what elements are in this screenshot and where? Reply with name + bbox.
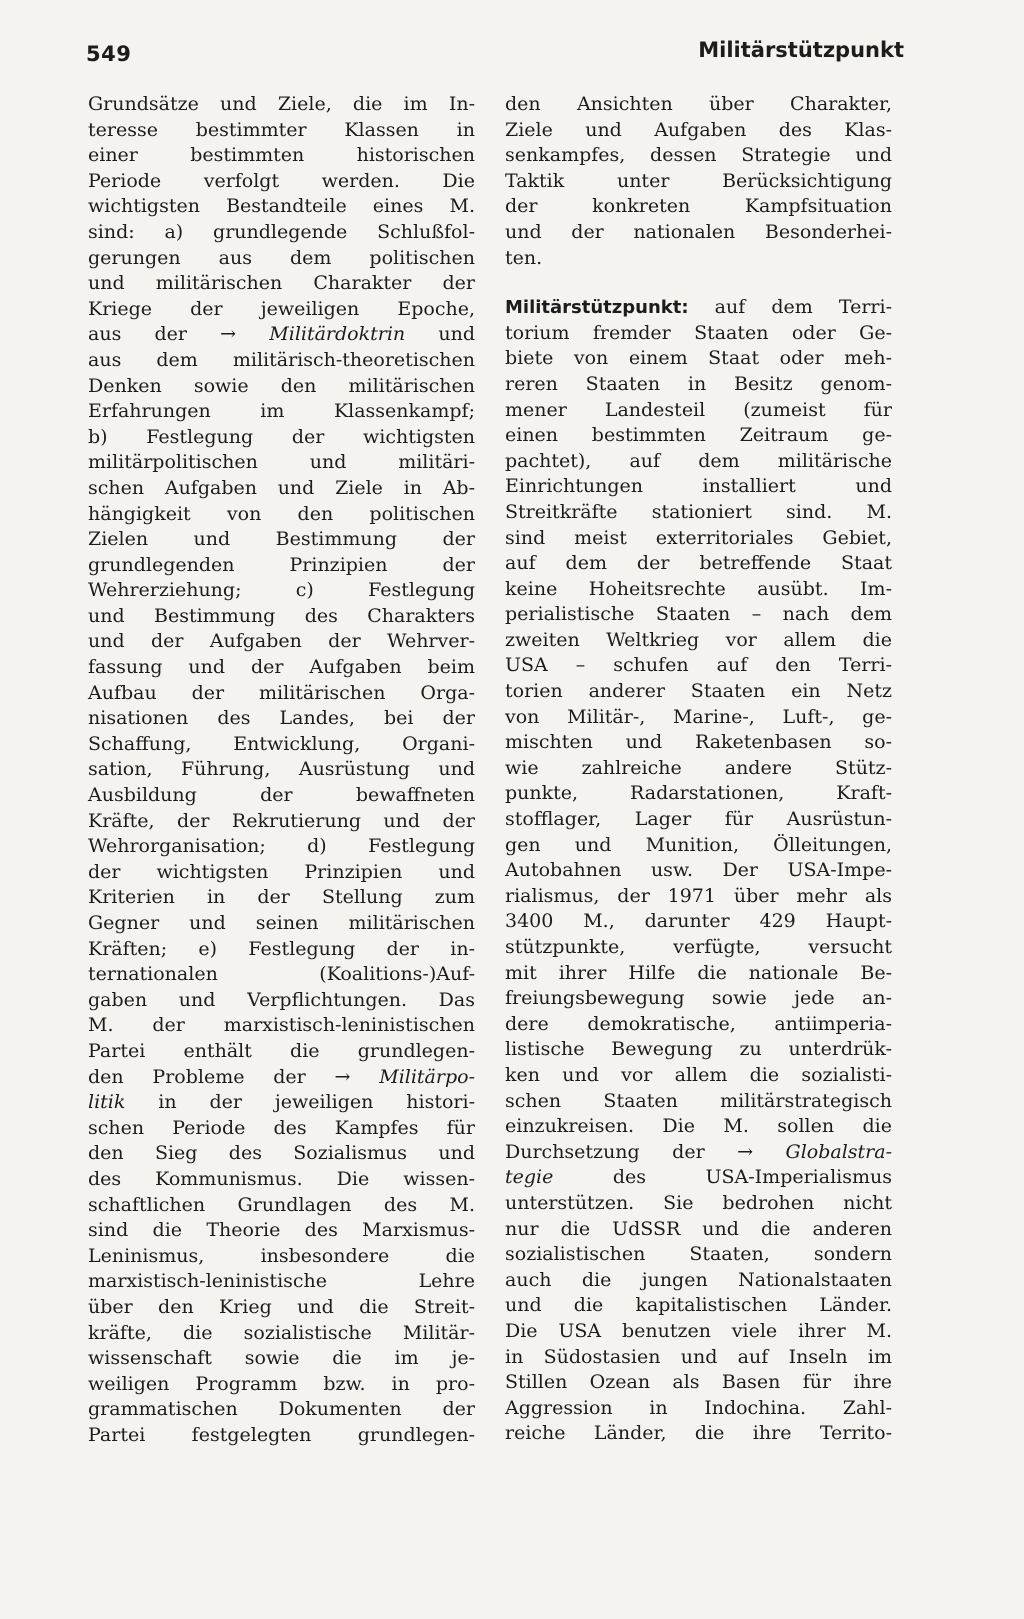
text-line: schen Aufgaben und Ziele in Ab- [88, 476, 475, 499]
text-line: torium fremder Staaten oder Ge- [505, 321, 892, 344]
text-line: der wichtigsten Prinzipien und [88, 860, 475, 883]
text-line: des Kommunismus. Die wissen- [88, 1167, 475, 1190]
text-line: den Sieg des Sozialismus und [88, 1142, 475, 1165]
text-line: einer bestimmten historischen [88, 144, 475, 167]
text-line: tegie des USA-Imperialismus [505, 1166, 892, 1189]
text-line: ten. [505, 246, 543, 269]
text-line: biete von einem Staat oder meh- [505, 347, 892, 370]
text-line: Kräfte, der Rekrutierung und der [88, 809, 475, 832]
text-line: keine Hoheitsrechte ausübt. Im- [505, 577, 892, 600]
text-line: Kriege der jeweiligen Epoche, [88, 297, 475, 320]
text-line: wie zahlreiche andere Stütz- [505, 756, 892, 779]
text-line: den Probleme der → Militärpo- [88, 1065, 475, 1088]
text-line: schen Periode des Kampfes für [88, 1116, 475, 1139]
cross-reference: tegie [505, 1166, 554, 1189]
text-line: über den Krieg und die Streit- [88, 1295, 475, 1318]
text-line: zweiten Weltkrieg vor allem die [505, 628, 892, 651]
text-line: sozialistischen Staaten, sondern [505, 1243, 892, 1266]
text-line: Kräften; e) Festlegung der in- [88, 937, 475, 960]
paragraph-gap [505, 271, 892, 295]
text-line: auf dem der betreffende Staat [505, 552, 892, 575]
entry-lemma: Militärstützpunkt: [505, 297, 689, 319]
text-line: mischten und Raketenbasen so- [505, 731, 892, 754]
text-line: ken und vor allem die sozialisti- [505, 1063, 892, 1086]
left-column [88, 92, 475, 1448]
text-line: teresse bestimmter Klassen in [88, 118, 475, 141]
text-line: einzukreisen. Die M. sollen die [505, 1115, 892, 1138]
text-line: Partei enthält die grundlegen- [88, 1039, 475, 1062]
text-line: nisationen des Landes, bei der [88, 707, 475, 730]
text-line: dere demokratische, antiimperia- [505, 1012, 892, 1035]
text-line: ternationalen (Koalitions-)Auf- [88, 963, 475, 986]
text-line: rialismus, der 1971 über mehr als [505, 884, 892, 907]
text-line: b) Festlegung der wichtigsten [88, 425, 475, 448]
text-line: Ausbildung der bewaffneten [88, 784, 475, 807]
text-line: punkte, Radarstationen, Kraft- [505, 782, 892, 805]
text-line: Stillen Ozean als Basen für ihre [505, 1371, 892, 1394]
text-line: aus dem militärisch-theoretischen [88, 348, 475, 371]
text-line: in Südostasien und auf Inseln im [505, 1345, 892, 1368]
text-line: sind meist exterritoriales Gebiet, [505, 526, 892, 549]
text-line: einen bestimmten Zeitraum ge- [505, 424, 892, 447]
text-line: gen und Munition, Ölleitungen, [505, 833, 892, 856]
text-line: Autobahnen usw. Der USA-Impe- [505, 859, 892, 882]
text-line: Aufbau der militärischen Orga- [88, 681, 475, 704]
text-line: reren Staaten in Besitz genom- [505, 372, 892, 395]
text-line: freiungsbewegung sowie jede an- [505, 987, 892, 1010]
text-line: nur die UdSSR und die anderen [505, 1217, 892, 1240]
text-line: listische Bewegung zu unterdrük- [505, 1038, 892, 1061]
text-line: Wehrerziehung; c) Festlegung [88, 579, 475, 602]
running-head: Militärstützpunkt [698, 38, 904, 62]
text-line: von Militär-, Marine-, Luft-, ge- [505, 705, 892, 728]
text-line: Grundsätze und Ziele, die im In- [88, 93, 475, 115]
text-line: Streitkräfte stationiert sind. M. [505, 500, 892, 523]
text-line: Gegner und seinen militärischen [88, 912, 475, 934]
text-line: senkampfes, dessen Strategie und [505, 144, 892, 167]
entry-body [505, 321, 892, 1447]
text-line: torien anderer Staaten ein Netz [505, 680, 892, 703]
text-line: mener Landesteil (zumeist für [505, 398, 892, 421]
text-line: Periode verfolgt werden. Die [88, 169, 475, 192]
text-line: Erfahrungen im Klassenkampf; [88, 400, 475, 423]
text-line: sind: a) grundlegende Schlußfol- [88, 220, 475, 243]
text-line: und militärischen Charakter der [88, 272, 475, 295]
text-line: und der Aufgaben der Wehrver- [88, 630, 475, 653]
text-line: wissenschaft sowie die im je- [88, 1347, 475, 1370]
text-line: den Ansichten über Charakter, [505, 93, 892, 115]
text-line: gerungen aus dem politischen [88, 246, 475, 269]
entry-first-line [505, 295, 892, 321]
text-line: aus der → Militärdoktrin und [88, 323, 475, 346]
text-line: Kriterien in der Stellung zum [88, 886, 475, 909]
text-line: Leninismus, insbesondere die [88, 1244, 475, 1267]
text-line: Die USA benutzen viele ihrer M. [505, 1319, 892, 1342]
text-line: militärpolitischen und militäri- [88, 451, 475, 474]
text-line: hängigkeit von den politischen [88, 502, 475, 525]
text-line: M. der marxistisch-leninistischen [88, 1014, 475, 1037]
text-line: der konkreten Kampfsituation [505, 195, 892, 218]
text-line: 3400 M., darunter 429 Haupt- [505, 910, 892, 933]
text-line: stützpunkte, verfügte, versucht [505, 936, 892, 958]
text-line: Partei festgelegten grundlegen- [88, 1423, 475, 1446]
continued-text [505, 92, 892, 271]
text-line: und Bestimmung des Charakters [88, 604, 475, 627]
text-line: Denken sowie den militärischen [88, 374, 475, 397]
text-line: schen Staaten militärstrategisch [505, 1089, 892, 1112]
text-line: und die kapitalistischen Länder. [505, 1294, 892, 1317]
text-line: schaftlichen Grundlagen des M. [88, 1193, 475, 1216]
text-line: mit ihrer Hilfe die nationale Be- [505, 961, 892, 984]
page-number: 549 [86, 42, 132, 66]
text-line: USA – schufen auf den Terri- [505, 654, 892, 677]
text-line: Ziele und Aufgaben des Klas- [505, 118, 892, 141]
text-line: gaben und Verpflichtungen. Das [88, 988, 475, 1011]
text-line: kräfte, die sozialistische Militär- [88, 1321, 475, 1344]
cross-reference: Militärdoktrin [269, 323, 406, 346]
text-line: Aggression in Indochina. Zahl- [505, 1396, 892, 1419]
text-line: litik in der jeweiligen histori- [88, 1091, 475, 1114]
cross-reference: Militärpo- [379, 1065, 475, 1088]
text-line: Durchsetzung der → Globalstra- [505, 1140, 892, 1163]
text-line: grammatischen Dokumenten der [88, 1398, 475, 1421]
text-line: Zielen und Bestimmung der [88, 528, 475, 551]
text-line: sation, Führung, Ausrüstung und [88, 758, 475, 781]
text-line: auch die jungen Nationalstaaten [505, 1268, 892, 1291]
text-line: fassung und der Aufgaben beim [88, 656, 475, 679]
text-line: und der nationalen Besonderhei- [505, 220, 892, 243]
text-line: Schaffung, Entwicklung, Organi- [88, 732, 475, 755]
text-line: Wehrorganisation; d) Festlegung [88, 835, 475, 858]
text-line: perialistische Staaten – nach dem [505, 603, 892, 626]
text-line: pachtet), auf dem militärische [505, 449, 892, 472]
text-line: grundlegenden Prinzipien der [88, 553, 475, 576]
cross-reference: Globalstra- [785, 1140, 892, 1163]
entry-first-line-text: auf dem Terri- [714, 296, 892, 319]
text-line: weiligen Programm bzw. in pro- [88, 1372, 475, 1395]
text-line: Taktik unter Berücksichtigung [505, 169, 892, 192]
text-line: reiche Länder, die ihre Territo- [505, 1422, 892, 1445]
right-column [505, 92, 892, 1447]
text-line: unterstützen. Sie bedrohen nicht [505, 1191, 892, 1214]
text-line: Einrichtungen installiert und [505, 475, 892, 498]
cross-reference: litik [88, 1091, 126, 1114]
text-line: sind die Theorie des Marxismus- [88, 1219, 475, 1242]
text-line: stofflager, Lager für Ausrüstun- [505, 808, 892, 831]
text-line: marxistisch-leninistische Lehre [88, 1270, 475, 1293]
text-line: wichtigsten Bestandteile eines M. [88, 195, 475, 218]
